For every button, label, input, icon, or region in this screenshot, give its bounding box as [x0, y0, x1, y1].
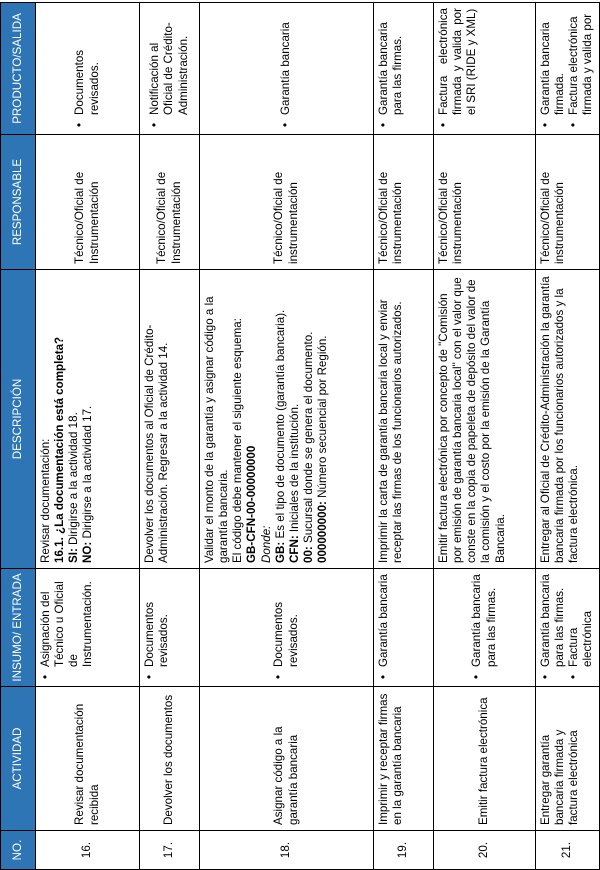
row-number: 21.: [536, 831, 600, 870]
input-cell: [36, 569, 140, 687]
responsible-cell: Técnico/Oficial de instrumentación: [434, 135, 536, 270]
input-list: [39, 574, 96, 681]
input-cell: [536, 569, 600, 687]
output-cell: [434, 3, 536, 135]
activity-cell: Devolver los documentos: [140, 687, 200, 831]
where-label: Donde:: [259, 525, 273, 563]
no-text: Dirigirse a la actividad 17.: [81, 405, 95, 542]
yes-text: Dirigirse a la actividad 18.: [67, 412, 81, 549]
list-item: • Garantía bancaria: [279, 8, 293, 115]
output-list: [539, 8, 596, 129]
header-actividad: ACTIVIDAD: [1, 687, 36, 831]
list-item: • Factura electrónica firmada y valida por: [567, 8, 595, 115]
code-part-label: 00:: [301, 546, 315, 563]
code-part: [302, 275, 316, 563]
responsible-cell: Técnico/Oficial de Instrumentación: [140, 135, 200, 270]
table-row: [374, 3, 434, 870]
row-number: 20.: [434, 831, 536, 870]
description-cell: [200, 270, 374, 569]
input-list: [539, 574, 596, 681]
yes-label: SI:: [67, 548, 81, 563]
output-list: [377, 8, 405, 129]
header-insumo: INSUMO/ ENTRADA: [1, 569, 36, 687]
list-item: • Asignación del Técnico u Oficial de Instrumentación.: [39, 574, 96, 667]
table-row: [140, 3, 200, 870]
list-item: • Garantía bancaria para las firmas.: [377, 8, 405, 115]
output-cell: [36, 3, 140, 135]
procedure-table: [0, 2, 600, 870]
code-part-label: GB:: [273, 541, 287, 563]
responsible-cell: Técnico/Oficial de instrumentación: [536, 135, 600, 270]
decision-yes: [67, 275, 81, 563]
output-cell: [140, 3, 200, 135]
list-item: • Factura electrónica firmada y valida por el SRI (RIDE y XML): [437, 8, 479, 115]
list-item: • Documentos revisados.: [272, 574, 300, 667]
output-cell: [536, 3, 600, 135]
activity-cell: Entregar garantía bancaria firmada y factura electrónica: [536, 687, 600, 831]
input-cell: [434, 569, 536, 687]
row-number: 18.: [200, 831, 374, 870]
decision-question: 16.1. ¿La documentación está completa?: [53, 336, 67, 563]
table-row: [434, 3, 536, 870]
list-item: • Garantía bancaria para las firmas.: [470, 574, 498, 667]
code-scheme: GB-CFN-00-00000000: [245, 445, 259, 563]
activity-cell: Asignar código a la garantía bancaria: [200, 687, 374, 831]
code-part: [288, 275, 302, 563]
code-part: [274, 275, 288, 563]
responsible-cell: Técnico/Oficial de Instrumentación: [36, 135, 140, 270]
list-item: • Documentos revisados.: [73, 8, 101, 115]
row-number: 16.: [36, 831, 140, 870]
output-list: [437, 8, 479, 129]
input-list: [470, 574, 498, 681]
code-part-text: Número secuencial por Región.: [316, 335, 330, 502]
row-number: 17.: [140, 831, 200, 870]
table-row: [200, 3, 374, 870]
output-list: [279, 8, 293, 129]
header-responsable: RESPONSABLE: [1, 135, 36, 270]
code-part-text: Iniciales de la institución.: [287, 403, 301, 536]
description-text: El código debe mantener el siguiente esquema:: [231, 318, 245, 563]
input-cell: [374, 569, 434, 687]
list-item: • Garantía bancaria para las firmas.: [539, 574, 567, 667]
header-no: NO.: [1, 831, 36, 870]
header-row: [1, 3, 36, 870]
description-cell: Emitir factura electrónica por concepto de "Comisión por emisión de garantía bancaria local" con el valor que conste en la copia de papeleta de depósito del valor de la comisión y el costo por la emisión de la Garantía Bancaria.: [434, 270, 536, 569]
description-cell: [36, 270, 140, 569]
row-number: 19.: [374, 831, 434, 870]
description-cell: Entregar al Oficial de Crédito-Administración la garantía bancaria firmada por los funcionarios autorizados y la factura electrónica.: [536, 270, 600, 569]
list-item: • Notificación al Oficial de Crédito-Administración.: [148, 8, 190, 115]
input-list: [272, 574, 300, 681]
description-text: Validar el monto de la garantía y asignar código a la garantía bancaria.: [203, 296, 231, 563]
input-cell: [200, 569, 374, 687]
header-producto: PRODUCTO/SALIDA: [1, 3, 36, 135]
input-list: [143, 574, 171, 681]
description-cell: Devolver los documentos al Oficial de Crédito-Administración. Regresar a la actividad 14.: [140, 270, 200, 569]
header-descripcion: DESCRIPCIÓN: [1, 270, 36, 569]
code-part-text: Sucursal donde se genera el documento.: [301, 331, 315, 547]
output-cell: [200, 3, 374, 135]
responsible-cell: Técnico/Oficial de instrumentación: [200, 135, 374, 270]
responsible-cell: Técnico/Oficial de instrumentación: [374, 135, 434, 270]
list-item: • Factura electrónica: [567, 574, 595, 667]
code-part-label: 000000000:: [316, 501, 330, 563]
list-item: • Documentos revisados.: [143, 574, 171, 667]
code-part-text: Es el tipo de documento (garantía bancaria).: [273, 309, 287, 542]
output-list: [148, 8, 190, 129]
code-part-label: CFN:: [287, 535, 301, 563]
list-item: • Garantía bancaria: [377, 574, 391, 667]
table-row: [36, 3, 140, 870]
input-cell: [140, 569, 200, 687]
table-row: [536, 3, 600, 870]
activity-cell: Emitir factura electrónica: [434, 687, 536, 831]
activity-cell: Imprimir y receptar firmas en la garantía bancaria: [374, 687, 434, 831]
list-item: • Garantía bancaria firmada.: [539, 8, 567, 115]
description-text: Revisar documentación:: [39, 438, 52, 563]
decision-no: [81, 275, 95, 563]
input-list: [377, 574, 391, 681]
code-part: [316, 275, 330, 563]
output-cell: [374, 3, 434, 135]
description-cell: Imprimir la carta de garantía bancaria local y enviar receptar las firmas de los funcionarios autorizados.: [374, 270, 434, 569]
activity-cell: Revisar documentación recibida: [36, 687, 140, 831]
no-label: NO:: [81, 541, 95, 563]
output-list: [73, 8, 101, 129]
